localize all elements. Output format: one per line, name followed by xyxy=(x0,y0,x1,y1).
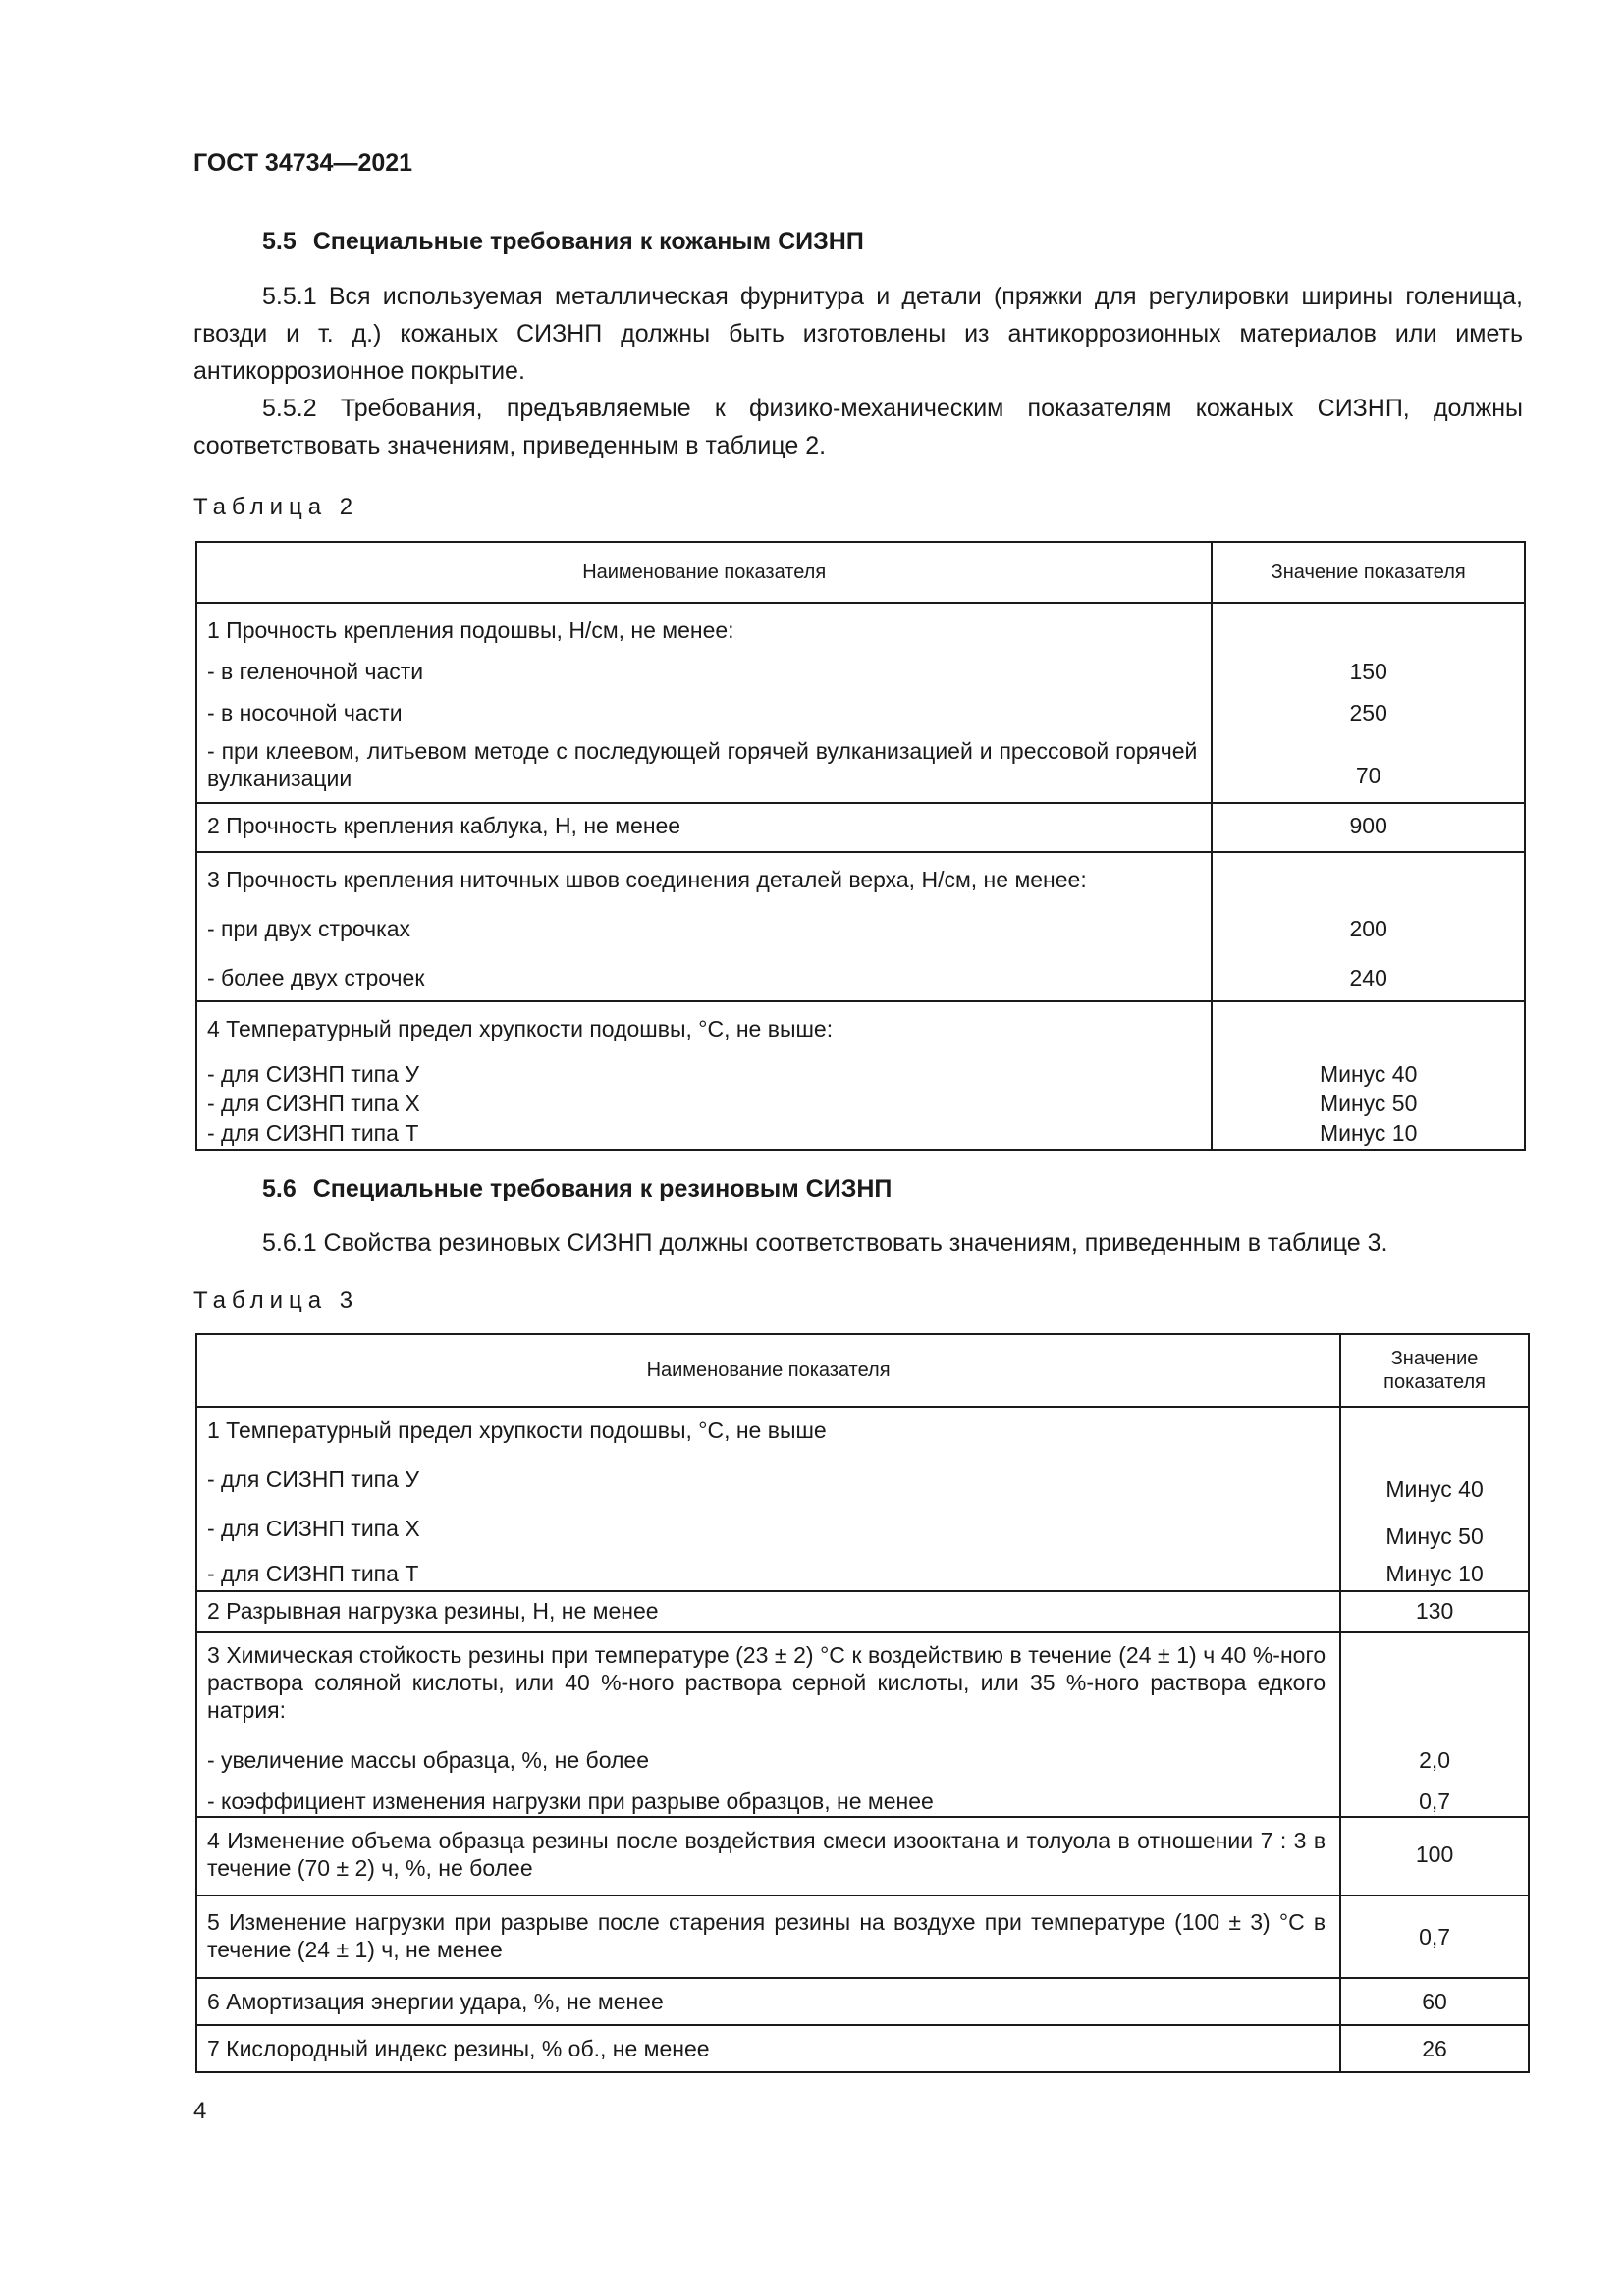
row-item: - для СИЗНП типа Х xyxy=(207,1091,420,1116)
row-value: 26 xyxy=(1422,2036,1447,2061)
row-value: 2,0 xyxy=(1419,1747,1451,1773)
row-title: 2 Разрывная нагрузка резины, Н, не менее xyxy=(207,1598,659,1624)
row-title: 1 Температурный предел хрупкости подошвы, °С, не выше xyxy=(207,1417,827,1443)
paragraph-5-5-2: 5.5.2 Требования, предъявляемые к физико-механическим показателям кожаных СИЗНП, должны соответствовать значениям, приведенным в таблице 2. xyxy=(193,395,1523,459)
row-item: - для СИЗНП типа Т xyxy=(207,1561,419,1586)
row-item: - для СИЗНП типа У xyxy=(207,1061,419,1087)
row-item: - при двух строчках xyxy=(207,916,411,941)
table-header-value xyxy=(1340,1334,1529,1407)
row-value: 60 xyxy=(1422,1989,1447,2014)
row-value: 150 xyxy=(1349,659,1387,684)
table-3-caption: Таблица 3 xyxy=(193,1287,359,1313)
section-heading-5-6 xyxy=(262,1175,892,1203)
document-header: ГОСТ 34734—2021 xyxy=(193,149,413,177)
row-title: 7 Кислородный индекс резины, % об., не менее xyxy=(207,2036,710,2061)
row-title: 3 Прочность крепления ниточных швов соединения деталей верха, Н/см, не менее: xyxy=(207,867,1087,892)
table-header-value: Значение показателя xyxy=(1212,542,1525,603)
row-item: - коэффициент изменения нагрузки при разрыве образцов, не менее xyxy=(207,1789,934,1814)
row-value: 130 xyxy=(1415,1598,1454,1624)
row-value: 0,7 xyxy=(1419,1789,1451,1814)
row-value: 0,7 xyxy=(1419,1924,1451,1949)
row-item: - при клеевом, литьевом методе с последующей горячей вулканизацией и прессовой горячей вулканизации xyxy=(207,738,1198,791)
row-value: 200 xyxy=(1349,916,1387,941)
row-value: Минус 10 xyxy=(1319,1120,1418,1146)
table-row xyxy=(196,1407,1529,1591)
table-3 xyxy=(195,1333,1530,2073)
table-row xyxy=(196,2025,1529,2072)
table-row xyxy=(196,1896,1529,1978)
row-value: 900 xyxy=(1349,813,1387,838)
section-number: 5.5 xyxy=(262,228,297,255)
row-value: 250 xyxy=(1349,700,1387,725)
page-number: 4 xyxy=(193,2098,207,2124)
row-value: 100 xyxy=(1415,1842,1454,1867)
row-value: Минус 40 xyxy=(1385,1476,1484,1502)
row-title: 4 Температурный предел хрупкости подошвы, °С, не выше: xyxy=(207,1016,834,1041)
row-item: - для СИЗНП типа У xyxy=(207,1467,419,1492)
row-item: - в носочной части xyxy=(207,700,403,725)
table-row xyxy=(196,803,1525,852)
row-value: Минус 40 xyxy=(1319,1061,1418,1087)
row-value: Минус 10 xyxy=(1385,1561,1484,1586)
row-title: 2 Прочность крепления каблука, Н, не менее xyxy=(207,813,681,838)
paragraph-5-6-1: 5.6.1 Свойства резиновых СИЗНП должны соответствовать значениям, приведенным в таблице 3. xyxy=(262,1229,1388,1256)
section-number: 5.6 xyxy=(262,1175,297,1202)
table-row xyxy=(196,1817,1529,1896)
table-2-caption: Таблица 2 xyxy=(193,494,359,520)
row-item: - увеличение массы образца, %, не более xyxy=(207,1747,649,1773)
section-title: Специальные требования к резиновым СИЗНП xyxy=(312,1175,893,1202)
row-item: - для СИЗНП типа Т xyxy=(207,1120,419,1146)
table-row xyxy=(196,1591,1529,1632)
row-value: Минус 50 xyxy=(1319,1091,1418,1116)
row-item: - более двух строчек xyxy=(207,965,425,990)
row-title: 4 Изменение объема образца резины после воздействия смеси изооктана и толуола в отношении 7 : 3 в течение (70 ± 2) ч, %, не более xyxy=(207,1828,1326,1881)
table-row xyxy=(196,852,1525,1001)
table-header-value-line: показателя xyxy=(1383,1371,1486,1393)
row-value: Минус 50 xyxy=(1385,1523,1484,1549)
row-item: - для СИЗНП типа Х xyxy=(207,1516,420,1541)
table-header-name: Наименование показателя xyxy=(196,1334,1340,1407)
row-title: 3 Химическая стойкость резины при температуре (23 ± 2) °С к воздействию в течение (24 ± 1) ч 40 %-ного раствора соляной кислоты, или 40 %-ного раствора серной кислоты, или 35 %-ного раствора едкого натрия: xyxy=(207,1642,1326,1723)
row-title: 5 Изменение нагрузки при разрыве после старения резины на воздухе при температуре (100 ± 3) °С в течение (24 ± 1) ч, не менее xyxy=(207,1909,1326,1962)
row-item: - в геленочной части xyxy=(207,659,424,684)
table-row xyxy=(196,1632,1529,1817)
table-row xyxy=(196,1978,1529,2025)
row-value: 240 xyxy=(1349,965,1387,990)
table-header-name: Наименование показателя xyxy=(196,542,1212,603)
row-title: 6 Амортизация энергии удара, %, не менее xyxy=(207,1989,664,2014)
row-title: 1 Прочность крепления подошвы, Н/см, не менее: xyxy=(207,617,734,643)
section-title: Специальные требования к кожаным СИЗНП xyxy=(312,228,864,255)
table-row xyxy=(196,603,1525,803)
table-row xyxy=(196,1001,1525,1150)
table-header-value-line: Значение xyxy=(1390,1348,1479,1369)
section-heading-5-5 xyxy=(262,228,864,256)
paragraph-5-5-1: 5.5.1 Вся используемая металлическая фурнитура и детали (пряжки для регулировки ширины голенища, гвозди и т. д.) кожаных СИЗНП должны быть изготовлены из антикоррозионных материалов или иметь антикоррозионное покрытие. xyxy=(193,283,1523,385)
row-value: 70 xyxy=(1355,763,1381,788)
table-2 xyxy=(195,541,1526,1151)
